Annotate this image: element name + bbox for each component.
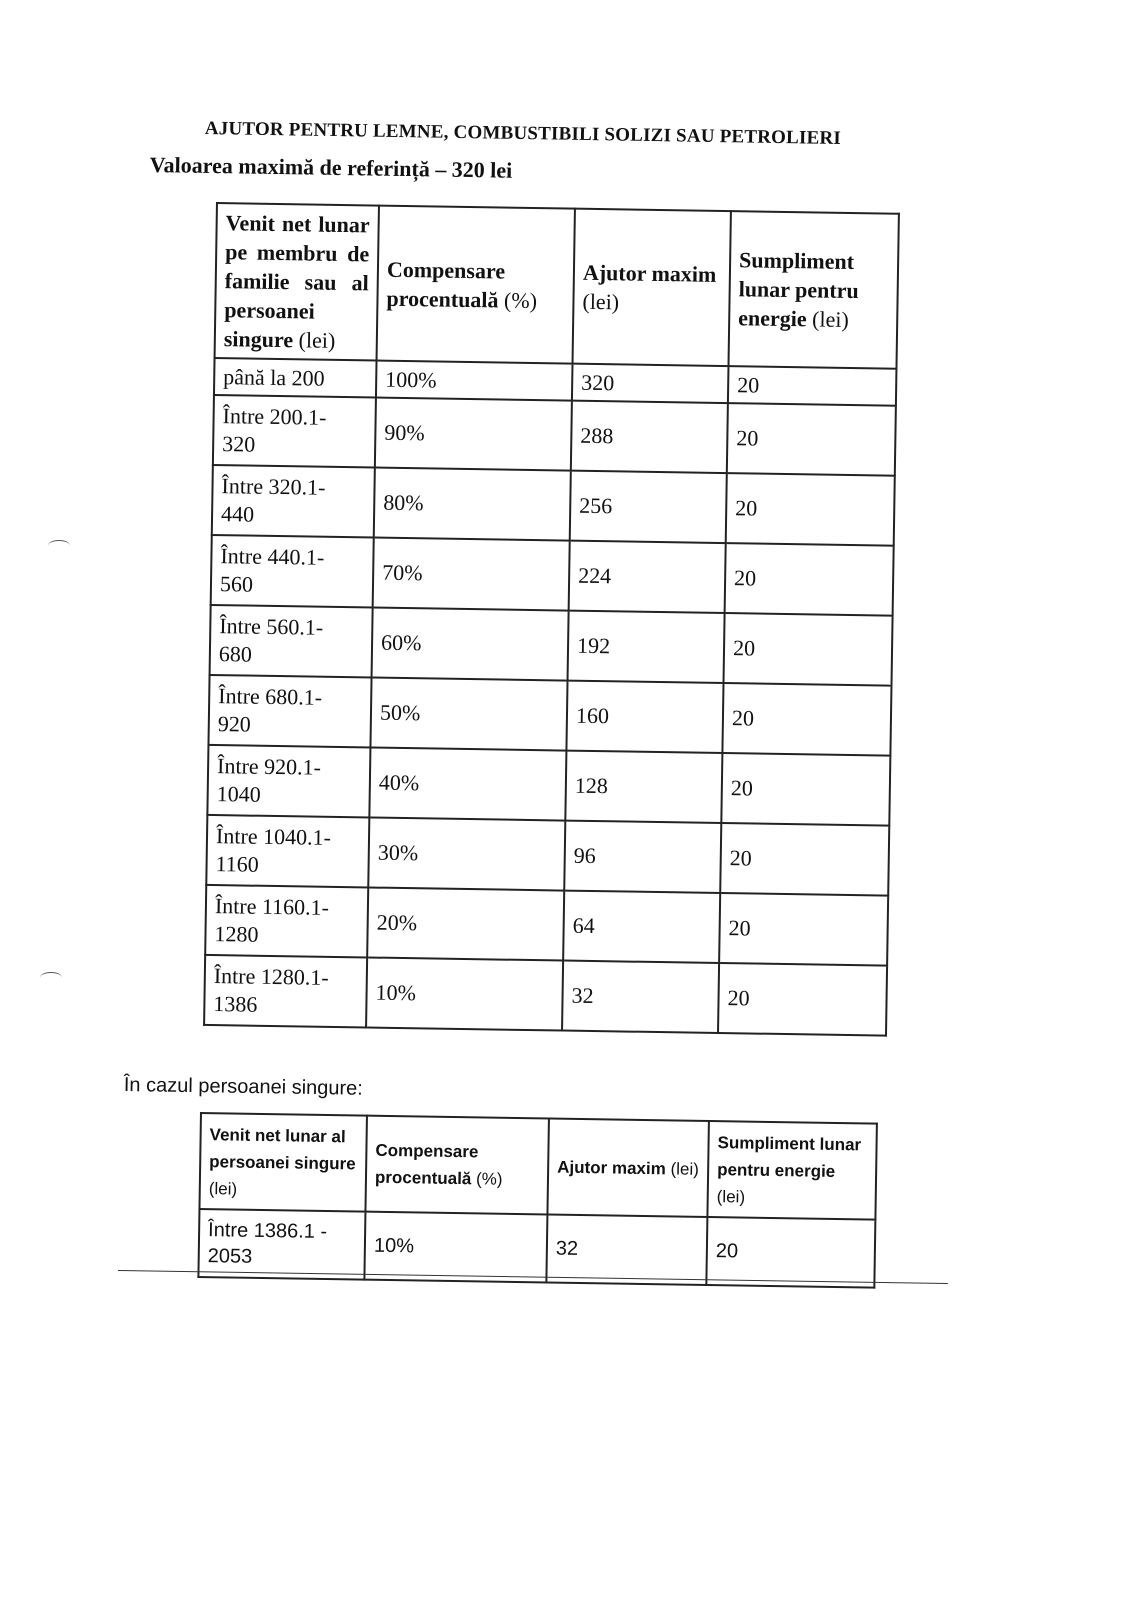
table-row [208, 675, 891, 756]
compensation-cell: 60% [372, 608, 569, 681]
table-row [213, 395, 896, 476]
reference-value-subtitle: Valoarea maximă de referință – 320 lei [149, 152, 513, 183]
supplement-cell: 20 [718, 963, 887, 1036]
supplement-cell: 20 [727, 403, 896, 476]
table-row [204, 955, 887, 1036]
income-range-cell: Între 320.1- 440 [212, 465, 375, 538]
compensation-cell: 80% [374, 468, 571, 541]
max-aid-cell: 192 [568, 611, 725, 683]
max-aid-cell: 224 [569, 541, 726, 613]
header-energy-supplement: Sumpliment lunar pentru energie (lei) [707, 1121, 876, 1220]
table-row [212, 465, 895, 546]
income-range-cell: Între 1160.1- 1280 [205, 885, 368, 958]
supplement-cell: 20 [722, 683, 891, 756]
max-aid-cell: 96 [564, 821, 721, 893]
compensation-cell: 40% [369, 747, 566, 820]
table-row [207, 745, 890, 826]
income-range-cell: Între 1386.1 - 2053 [198, 1209, 365, 1280]
max-aid-cell: 256 [570, 471, 727, 543]
table-row [211, 535, 894, 616]
max-aid-cell: 64 [563, 891, 720, 963]
aid-table-single-person [197, 1112, 878, 1289]
compensation-cell: 90% [375, 398, 572, 471]
supplement-cell: 20 [706, 1217, 875, 1288]
income-range-cell: Între 200.1- 320 [213, 395, 376, 468]
income-range-cell: Între 1040.1- 1160 [206, 815, 369, 888]
supplement-cell: 20 [725, 543, 894, 616]
header-income: Venit net lunar pe membru de familie sau al persoanei singure (lei) [215, 203, 379, 361]
table-header-row [199, 1113, 876, 1220]
compensation-cell: 30% [368, 817, 565, 890]
header-max-aid: Ajutor maxim (lei) [573, 209, 731, 366]
max-aid-cell: 288 [571, 401, 728, 473]
supplement-cell: 20 [720, 823, 889, 896]
supplement-cell: 20 [721, 753, 890, 826]
compensation-cell: 20% [367, 887, 564, 960]
table-row [210, 605, 893, 686]
header-compensation: Compensare procentuală (%) [377, 206, 575, 364]
single-person-note: În cazul persoanei singure: [123, 1074, 364, 1100]
supplement-cell: 20 [724, 613, 893, 686]
supplement-cell: 20 [726, 473, 895, 546]
compensation-cell: 10% [366, 957, 563, 1030]
income-range-cell: Între 440.1- 560 [211, 535, 374, 608]
compensation-cell: 50% [370, 678, 567, 751]
max-aid-cell: 32 [546, 1214, 707, 1285]
income-range-cell: Între 680.1- 920 [208, 675, 371, 748]
table-row [205, 885, 888, 966]
scan-mark [40, 972, 62, 983]
table-header-row [215, 203, 899, 369]
max-aid-cell: 32 [562, 961, 719, 1033]
document-title: AJUTOR PENTRU LEMNE, COMBUSTIBILI SOLIZI SAU PETROLIERI [204, 118, 842, 149]
compensation-cell: 100% [376, 361, 573, 401]
income-range-cell: Între 920.1- 1040 [207, 745, 370, 818]
supplement-cell: 20 [719, 893, 888, 966]
compensation-cell: 10% [364, 1212, 547, 1283]
max-aid-cell: 320 [572, 364, 729, 403]
max-aid-cell: 160 [566, 681, 723, 753]
income-range-cell: Între 1280.1- 1386 [204, 955, 367, 1028]
income-range-cell: Între 560.1- 680 [210, 605, 373, 678]
max-aid-cell: 128 [565, 751, 722, 823]
header-max-aid: Ajutor maxim (lei) [547, 1118, 708, 1217]
compensation-cell: 70% [373, 538, 570, 611]
header-compensation: Compensare procentuală (%) [365, 1116, 548, 1215]
supplement-cell: 20 [728, 366, 897, 406]
aid-table-family [203, 202, 900, 1037]
table-row [206, 815, 889, 896]
income-range-cell: până la 200 [214, 358, 377, 398]
header-income: Venit net lunar al persoanei singure (lei) [199, 1113, 366, 1212]
header-energy-supplement: Sumpliment lunar pentru energie (lei) [728, 211, 898, 369]
scan-mark [48, 540, 70, 551]
